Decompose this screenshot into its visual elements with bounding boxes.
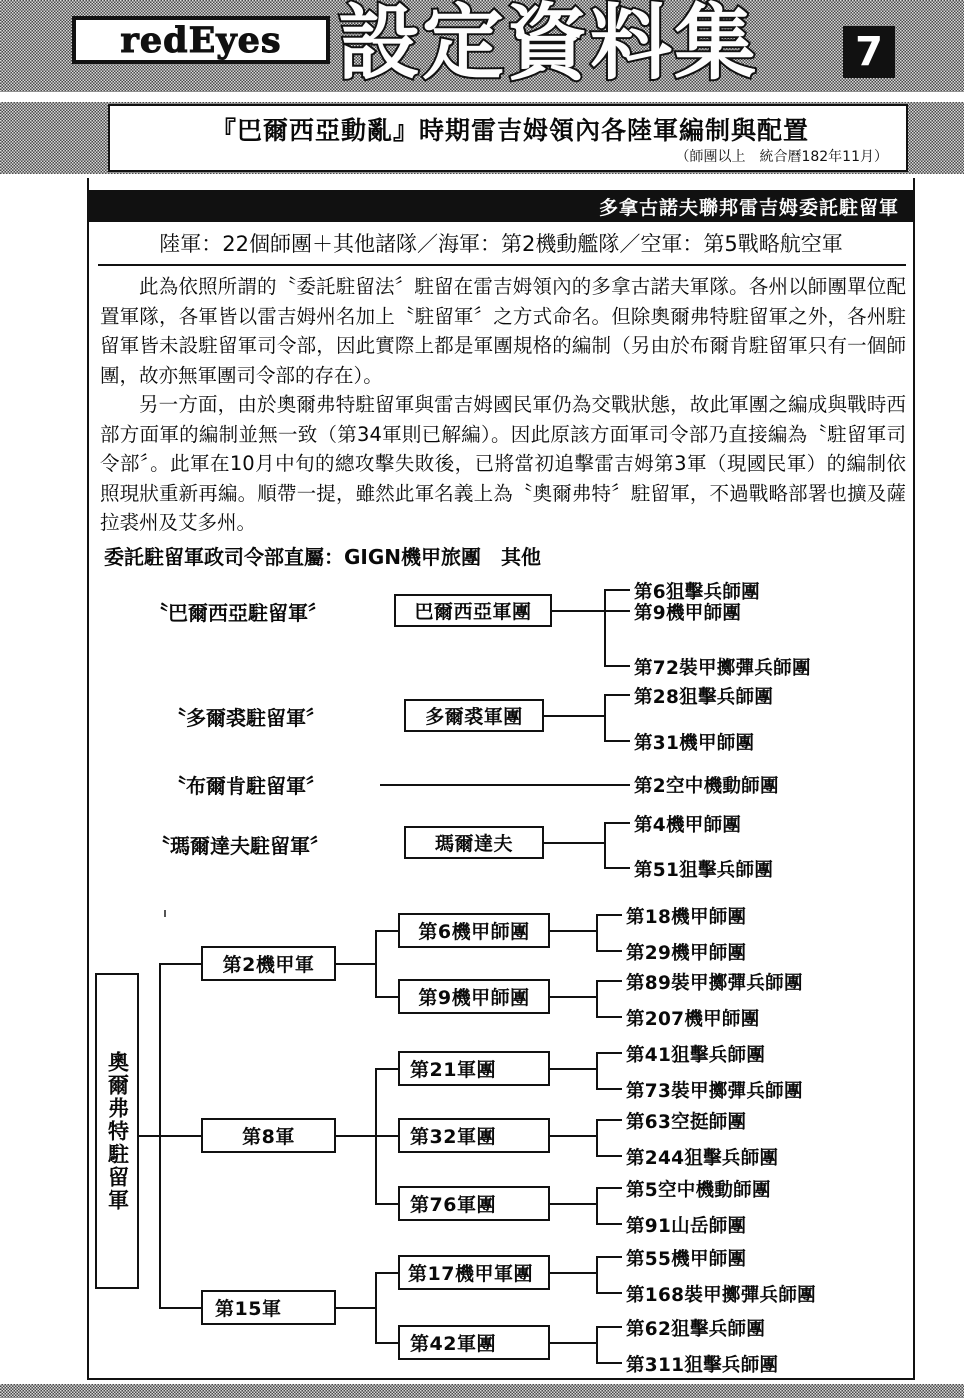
division-label: 第63空挺師團	[626, 1112, 747, 1133]
title-box	[108, 104, 908, 172]
bracket-spine	[596, 1052, 598, 1090]
division-label: 第72裝甲擲彈兵師團	[634, 658, 811, 679]
forces-underline	[98, 264, 906, 266]
page-title-note: （師團以上 統合曆182年11月）	[675, 149, 888, 165]
connector-line	[159, 963, 202, 965]
bracket-spine	[604, 694, 606, 742]
redeyes-logo-text: redEyes	[120, 19, 282, 61]
connector-line	[336, 1307, 376, 1309]
division-label: 第168裝甲擲彈兵師團	[626, 1285, 816, 1306]
bracket-spine	[596, 914, 598, 952]
bracket-spine	[604, 822, 606, 869]
hq-direct-line: 委託駐留軍政司令部直屬：GIGN機甲旅團 其他	[104, 545, 542, 569]
scan-artifact	[164, 910, 166, 917]
connector-line	[139, 1135, 161, 1137]
corps-box-balsia: 巴爾西亞軍團	[394, 594, 552, 627]
connector-line	[596, 1016, 622, 1018]
connector-line	[596, 1088, 622, 1090]
corps-box-6th-armored: 第6機甲師團	[398, 913, 550, 948]
corps-box-label: 第17機甲軍團	[408, 1263, 533, 1285]
connector-line	[596, 1155, 622, 1157]
body-paragraph-1: 此為依照所謂的〝委託駐留法〞駐留在雷吉姆領內的多拿古諾夫軍隊。各州以師團單位配置軍隊，各軍皆以雷吉姆州名加上〝駐留軍〞之方式命名。但除奧爾弗特駐留軍之外，各州駐留軍皆未設駐留軍司令部，因此實際上都是軍團規格的編制（另由於布爾肯駐留軍只有一個師團，故亦無軍團司令部的存在）。	[100, 275, 906, 387]
connector-line	[604, 694, 630, 696]
division-label: 第5空中機動師團	[626, 1180, 771, 1201]
connector-line	[596, 1326, 622, 1328]
division-label: 第9機甲師團	[634, 603, 742, 624]
division-label: 第28狙擊兵師團	[634, 687, 774, 708]
garrison-label-balsia: 〝巴爾西亞駐留軍〞	[148, 601, 328, 625]
corps-box-label: 第32軍團	[410, 1126, 496, 1148]
bracket-spine	[375, 1272, 377, 1344]
corps-box-label: 第21軍團	[410, 1059, 496, 1081]
connector-line	[550, 1135, 597, 1137]
division-label: 第18機甲師團	[626, 907, 747, 928]
division-label: 第89裝甲擲彈兵師團	[626, 973, 803, 994]
connector-line	[544, 715, 605, 717]
body-paragraph-2: 另一方面，由於奧爾弗特駐留軍與雷吉姆國民軍仍為交戰狀態，故此軍團之編成與戰時西部方面軍的編制並無一致（第34軍則已解編）。因此原該方面軍司令部乃直接編為〝駐留軍司令部〞。此軍在10月中旬的總攻擊失敗後，已將當初追擊雷吉姆第3軍（現國民軍）的編制依照現狀重新再編。順帶一提，雖然此軍名義上為〝奧爾弗特〞駐留軍，不過戰略部署也擴及薩拉裘州及艾多州。	[100, 393, 906, 534]
connector-line	[604, 665, 630, 667]
connector-line	[596, 1187, 622, 1189]
connector-line	[596, 1256, 622, 1258]
army-box-8th: 第8軍	[201, 1118, 336, 1153]
connector-line	[336, 963, 376, 965]
connector-line	[159, 1135, 202, 1137]
bracket-spine	[596, 1187, 598, 1225]
garrison-label-maldav: 〝瑪爾達夫駐留軍〞	[150, 834, 330, 858]
division-label: 第55機甲師團	[626, 1249, 747, 1270]
connector-line	[375, 930, 399, 932]
connector-line	[375, 1272, 399, 1274]
garrison-label-dolchou: 〝多爾裘駐留軍〞	[166, 706, 326, 730]
connector-line	[550, 996, 597, 998]
division-label: 第41狙擊兵師團	[626, 1045, 766, 1066]
connector-line	[375, 1068, 399, 1070]
connector-line	[336, 1135, 376, 1137]
connector-line	[550, 1272, 597, 1274]
bracket-spine	[596, 1326, 598, 1364]
division-label: 第207機甲師團	[626, 1009, 760, 1030]
bracket-spine	[596, 980, 598, 1018]
forces-summary-line: 陸軍：22個師團＋其他諸隊／海軍：第2機動艦隊／空軍：第5戰略航空軍	[159, 232, 843, 256]
corps-box-maldav: 瑪爾達夫	[404, 826, 544, 859]
corps-box-32nd	[398, 1118, 550, 1153]
corps-box-label: 第76軍團	[410, 1194, 496, 1216]
connector-line	[550, 1342, 597, 1344]
section-header-bar: 多拿古諾夫聯邦雷吉姆委託駐留軍	[89, 190, 913, 222]
division-label: 第2空中機動師團	[634, 776, 779, 797]
redeyes-logo-box	[72, 16, 330, 64]
connector-line	[159, 1307, 202, 1309]
division-label: 第311狙擊兵師團	[626, 1355, 779, 1376]
corps-box-9th-armored: 第9機甲師團	[398, 979, 550, 1014]
bracket-spine	[375, 930, 377, 998]
connector-line	[596, 1292, 622, 1294]
division-label: 第244狙擊兵師團	[626, 1148, 779, 1169]
division-label: 第73裝甲擲彈兵師團	[626, 1081, 803, 1102]
masthead-white-strip	[0, 92, 964, 102]
bracket-spine	[596, 1256, 598, 1294]
connector-line	[604, 822, 630, 824]
corps-box-dolchou: 多爾裘軍團	[404, 699, 544, 732]
division-label: 第29機甲師團	[626, 943, 747, 964]
page-title: 『巴爾西亞動亂』時期雷吉姆領內各陸軍編制與配置	[210, 116, 809, 145]
connector-line	[604, 589, 630, 591]
connector-line	[604, 740, 630, 742]
connector-line	[596, 914, 622, 916]
connector-line	[375, 1342, 399, 1344]
connector-line	[596, 1362, 622, 1364]
bottom-band	[0, 1384, 964, 1398]
content-bottom-rule	[87, 1378, 915, 1380]
division-label: 第62狙擊兵師團	[626, 1319, 766, 1340]
division-label: 第6狙擊兵師團	[634, 582, 760, 603]
connector-line	[550, 1203, 597, 1205]
corps-box-label: 第42軍團	[410, 1333, 496, 1355]
division-label: 第91山岳師團	[626, 1216, 747, 1237]
garrison-label-bourken: 〝布爾肯駐留軍〞	[166, 774, 326, 798]
corps-box-17th-armored	[398, 1255, 550, 1290]
connector-line	[550, 1068, 597, 1070]
connector-line	[604, 610, 630, 612]
army-box-2nd-armored: 第2機甲軍	[201, 946, 336, 981]
bracket-spine	[596, 1119, 598, 1157]
connector-line	[544, 842, 605, 844]
connector-line	[550, 930, 597, 932]
corps-box-42nd	[398, 1325, 550, 1360]
root-box-ohlfert	[95, 973, 139, 1289]
connector-line	[596, 950, 622, 952]
corps-box-76th	[398, 1186, 550, 1221]
connector-line	[375, 996, 399, 998]
masthead-title-cjk: 設定資料集	[338, 0, 759, 91]
page-number-badge: 7	[843, 26, 895, 78]
connector-line	[375, 1203, 399, 1205]
connector-line	[596, 1223, 622, 1225]
connector-line	[604, 867, 630, 869]
bracket-spine	[604, 590, 606, 667]
division-label: 第51狙擊兵師團	[634, 860, 774, 881]
connector-line	[596, 980, 622, 982]
division-label: 第31機甲師團	[634, 733, 755, 754]
army-box-15th	[201, 1290, 336, 1325]
connector-line	[552, 610, 605, 612]
army-box-label: 第15軍	[215, 1298, 282, 1320]
corps-box-21st	[398, 1051, 550, 1086]
root-box-label: 奧爾弗特駐留軍	[105, 1050, 130, 1212]
connector-line	[596, 1119, 622, 1121]
connector-line	[596, 1052, 622, 1054]
connector-line	[380, 784, 630, 786]
connector-line	[375, 1135, 399, 1137]
body-text	[100, 272, 906, 538]
division-label: 第4機甲師團	[634, 815, 742, 836]
